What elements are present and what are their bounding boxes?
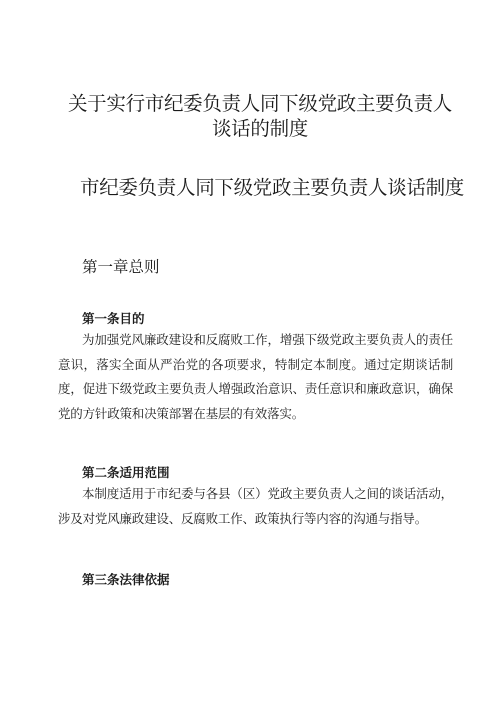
article-2-body: 本制度适用于市纪委与各县（区）党政主要负责人之间的谈话活动，涉及对党风廉政建设、反腐败工作、政策执行等内容的沟通与指导。 [58, 486, 453, 526]
article-2-heading: 第二条适用范围 [82, 465, 170, 480]
chapter-heading: 第一章总则 [82, 258, 160, 276]
article-1-heading: 第一条目的 [82, 311, 145, 326]
article-1-body: 为加强党风廉政建设和反腐败工作，增强下级党政主要负责人的责任意识，落实全面从严治党的各项要求，特制定本制度。通过定期谈话制度，促进下级党政主要负责人增强政治意识、责任意识和廉政意识，确保党的方针政策和决策部署在基层的有效落实。 [58, 332, 453, 421]
document-subtitle: 市纪委负责人同下级党政主要负责人谈话制度 [80, 176, 465, 199]
document-title: 关于实行市纪委负责人同下级党政主要负责人谈话的制度 [67, 92, 452, 140]
article-3-heading: 第三条法律依据 [82, 572, 170, 587]
